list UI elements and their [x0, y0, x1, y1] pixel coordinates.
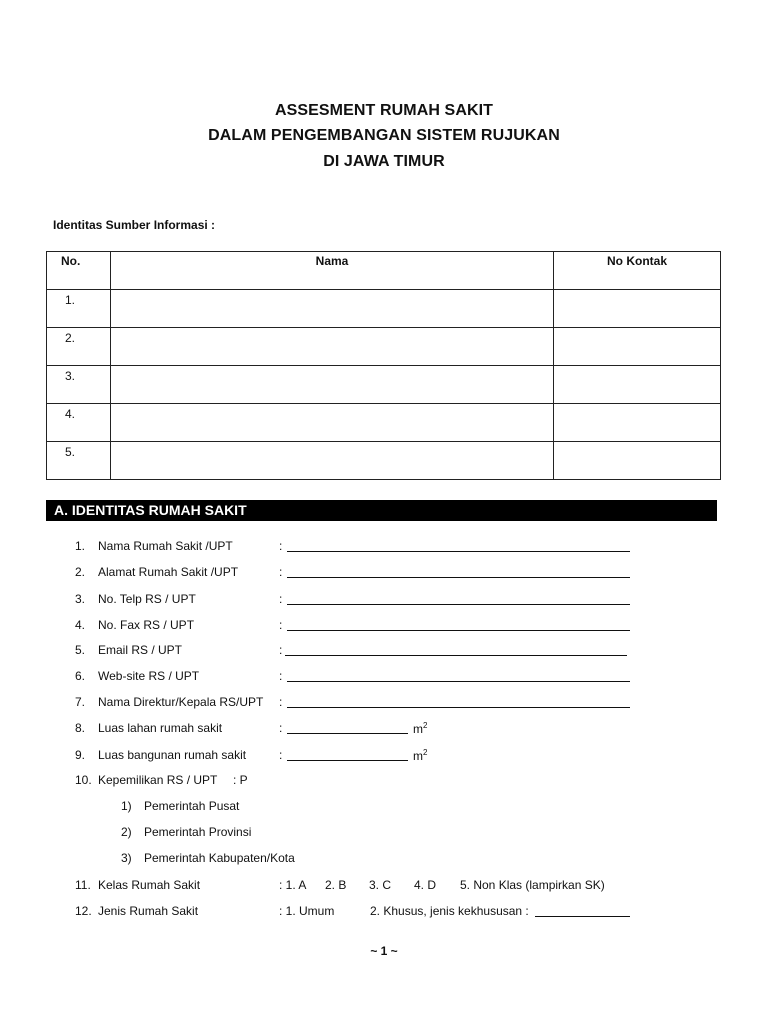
field-label: No. Fax RS / UPT — [98, 618, 195, 632]
option-number: 1) — [121, 799, 132, 813]
nama-cell[interactable] — [111, 366, 554, 404]
field-label: Luas bangunan rumah sakit — [98, 748, 247, 762]
unit-m2: $m^2$ — [413, 748, 428, 763]
option-number: 3) — [121, 851, 132, 865]
row-no: 4. — [47, 404, 111, 442]
no-kontak-cell[interactable] — [554, 290, 721, 328]
field-label: Web-site RS / UPT — [98, 669, 200, 683]
field-number: 3. — [75, 592, 86, 606]
fill-line[interactable] — [535, 916, 630, 917]
field-label: Luas lahan rumah sakit — [98, 721, 223, 735]
doc-title-line-1: ASSESMENT RUMAH SAKIT — [274, 102, 494, 119]
fill-line[interactable] — [287, 577, 630, 578]
row-no: 3. — [47, 366, 111, 404]
field-label: Kelas Rumah Sakit — [98, 878, 201, 892]
row-no: 5. — [47, 442, 111, 480]
field-colon: : — [279, 643, 283, 657]
field-colon: : — [279, 721, 283, 735]
fill-line[interactable] — [285, 655, 627, 656]
field-label: Nama Direktur/Kepala RS/UPT — [98, 695, 264, 709]
field-colon: : — [279, 565, 283, 579]
option-label: Pemerintah Provinsi — [144, 825, 252, 839]
field-label: Alamat Rumah Sakit /UPT — [98, 565, 239, 579]
field-label: Kepemilikan RS / UPT — [98, 773, 218, 787]
kelas-option-non-klas[interactable]: 5. Non Klas (lampirkan SK) — [460, 878, 605, 892]
field-colon: : — [279, 592, 283, 606]
page-number: ~ 1 ~ — [370, 944, 398, 958]
field-number: 4. — [75, 618, 86, 632]
table-row — [47, 328, 721, 366]
nama-cell[interactable] — [111, 290, 554, 328]
field-label: Nama Rumah Sakit /UPT — [98, 539, 233, 553]
nama-cell[interactable] — [111, 404, 554, 442]
option-number: 2) — [121, 825, 132, 839]
no-kontak-cell[interactable] — [554, 328, 721, 366]
row-no: 1. — [47, 290, 111, 328]
unit-m2: $m^2$ — [413, 721, 428, 736]
field-colon: : — [279, 539, 283, 553]
field-colon: : — [279, 618, 283, 632]
doc-title-line-2: DALAM PENGEMBANGAN SISTEM RUJUKAN — [208, 127, 560, 144]
fill-line[interactable] — [287, 681, 630, 682]
row-no: 2. — [47, 328, 111, 366]
no-kontak-cell[interactable] — [554, 366, 721, 404]
no-kontak-cell[interactable] — [554, 404, 721, 442]
table-row — [47, 404, 721, 442]
doc-title-line-3: DI JAWA TIMUR — [323, 153, 445, 170]
table-row — [47, 442, 721, 480]
no-kontak-cell[interactable] — [554, 442, 721, 480]
field-number: 6. — [75, 669, 86, 683]
field-number: 5. — [75, 643, 86, 657]
fill-line[interactable] — [287, 707, 630, 708]
field-number: 10. — [75, 773, 92, 787]
identitas-sumber-label: Identitas Sumber Informasi : — [53, 218, 216, 232]
table-row — [47, 366, 721, 404]
header-nama: Nama — [111, 252, 554, 290]
field-number: 2. — [75, 565, 86, 579]
jenis-option-khusus[interactable]: 2. Khusus, jenis kekhususan : — [370, 904, 529, 918]
header-no-kontak: No Kontak — [554, 252, 721, 290]
field-colon: : — [279, 669, 283, 683]
table-row — [47, 290, 721, 328]
sumber-informasi-table — [46, 251, 721, 480]
header-no: No. — [47, 252, 111, 290]
fill-line[interactable] — [287, 760, 408, 761]
kelas-option-a[interactable]: : 1. A — [279, 878, 307, 892]
field-colon: : — [279, 695, 283, 709]
fill-line[interactable] — [287, 551, 630, 552]
kelas-option-d[interactable]: 4. D — [414, 878, 437, 892]
field-number: 1. — [75, 539, 86, 553]
field-number: 9. — [75, 748, 86, 762]
kepemilikan-suffix: : P — [233, 773, 248, 787]
field-number: 7. — [75, 695, 86, 709]
field-label: No. Telp RS / UPT — [98, 592, 196, 606]
kelas-option-b[interactable]: 2. B — [325, 878, 347, 892]
nama-cell[interactable] — [111, 328, 554, 366]
field-label: Email RS / UPT — [98, 643, 183, 657]
fill-line[interactable] — [287, 733, 408, 734]
kelas-option-c[interactable]: 3. C — [369, 878, 392, 892]
field-colon: : — [279, 748, 283, 762]
field-number: 12. — [75, 904, 92, 918]
field-number: 8. — [75, 721, 86, 735]
nama-cell[interactable] — [111, 442, 554, 480]
option-label: Pemerintah Pusat — [144, 799, 240, 813]
fill-line[interactable] — [287, 630, 630, 631]
field-number: 11. — [75, 878, 91, 892]
jenis-option-umum[interactable]: : 1. Umum — [279, 904, 335, 918]
fill-line[interactable] — [287, 604, 630, 605]
section-a-header: A. IDENTITAS RUMAH SAKIT — [46, 500, 717, 521]
table-header-row — [47, 252, 721, 290]
field-label: Jenis Rumah Sakit — [98, 904, 199, 918]
option-label: Pemerintah Kabupaten/Kota — [144, 851, 295, 865]
